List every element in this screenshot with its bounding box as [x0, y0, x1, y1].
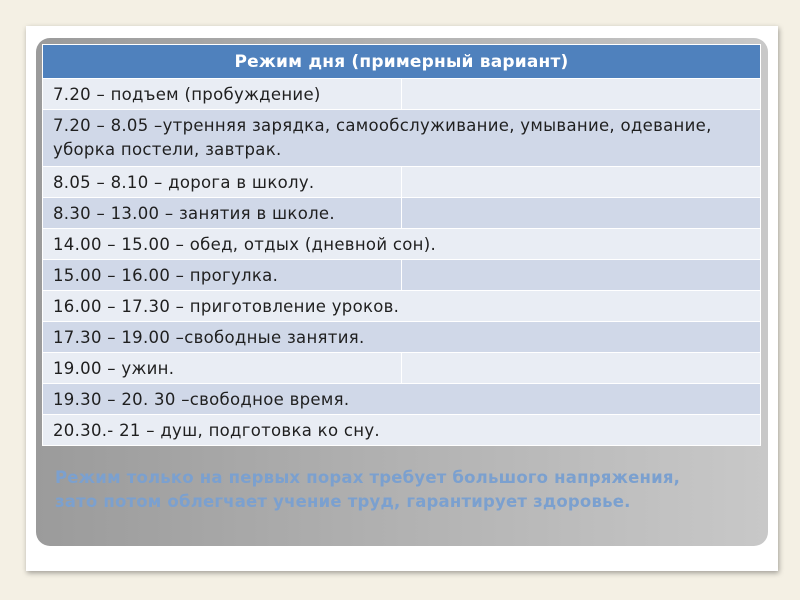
table-row: [43, 198, 761, 229]
row-text: 7.20 – 8.05 –утренняя зарядка, самообслуживание, умывание, одевание, уборка постели, завтрак.: [43, 110, 761, 167]
table-row: [43, 322, 761, 353]
row-text: 19.00 – ужин.: [43, 353, 402, 384]
row-empty-cell: [402, 79, 761, 110]
row-empty-cell: [402, 353, 761, 384]
table-row: [43, 384, 761, 415]
row-text: 8.30 – 13.00 – занятия в школе.: [43, 198, 402, 229]
table-row: [43, 291, 761, 322]
row-empty-cell: [402, 260, 761, 291]
row-text: 7.20 – подъем (пробуждение): [43, 79, 402, 110]
table-row: [43, 167, 761, 198]
row-text: 16.00 – 17.30 – приготовление уроков.: [43, 291, 761, 322]
table-header-row: [43, 45, 761, 79]
row-text: 20.30.- 21 – душ, подготовка ко сну.: [43, 415, 761, 446]
row-empty-cell: [402, 198, 761, 229]
row-empty-cell: [402, 167, 761, 198]
table-row: [43, 229, 761, 260]
row-text: 15.00 – 16.00 – прогулка.: [43, 260, 402, 291]
row-text: 14.00 – 15.00 – обед, отдых (дневной сон).: [43, 229, 761, 260]
schedule-table: [42, 44, 761, 446]
table-row: [43, 415, 761, 446]
table-row: [43, 79, 761, 110]
row-text: 17.30 – 19.00 –свободные занятия.: [43, 322, 761, 353]
row-text: 19.30 – 20. 30 –свободное время.: [43, 384, 761, 415]
table-title: Режим дня (примерный вариант): [43, 45, 761, 79]
table-row: [43, 353, 761, 384]
row-text: 8.05 – 8.10 – дорога в школу.: [43, 167, 402, 198]
footer-note: Режим только на первых порах требует большого напряжения, зато потом облегчает учение труд, гарантирует здоровье.: [55, 468, 681, 511]
table-row: [43, 260, 761, 291]
table-row: [43, 110, 761, 167]
